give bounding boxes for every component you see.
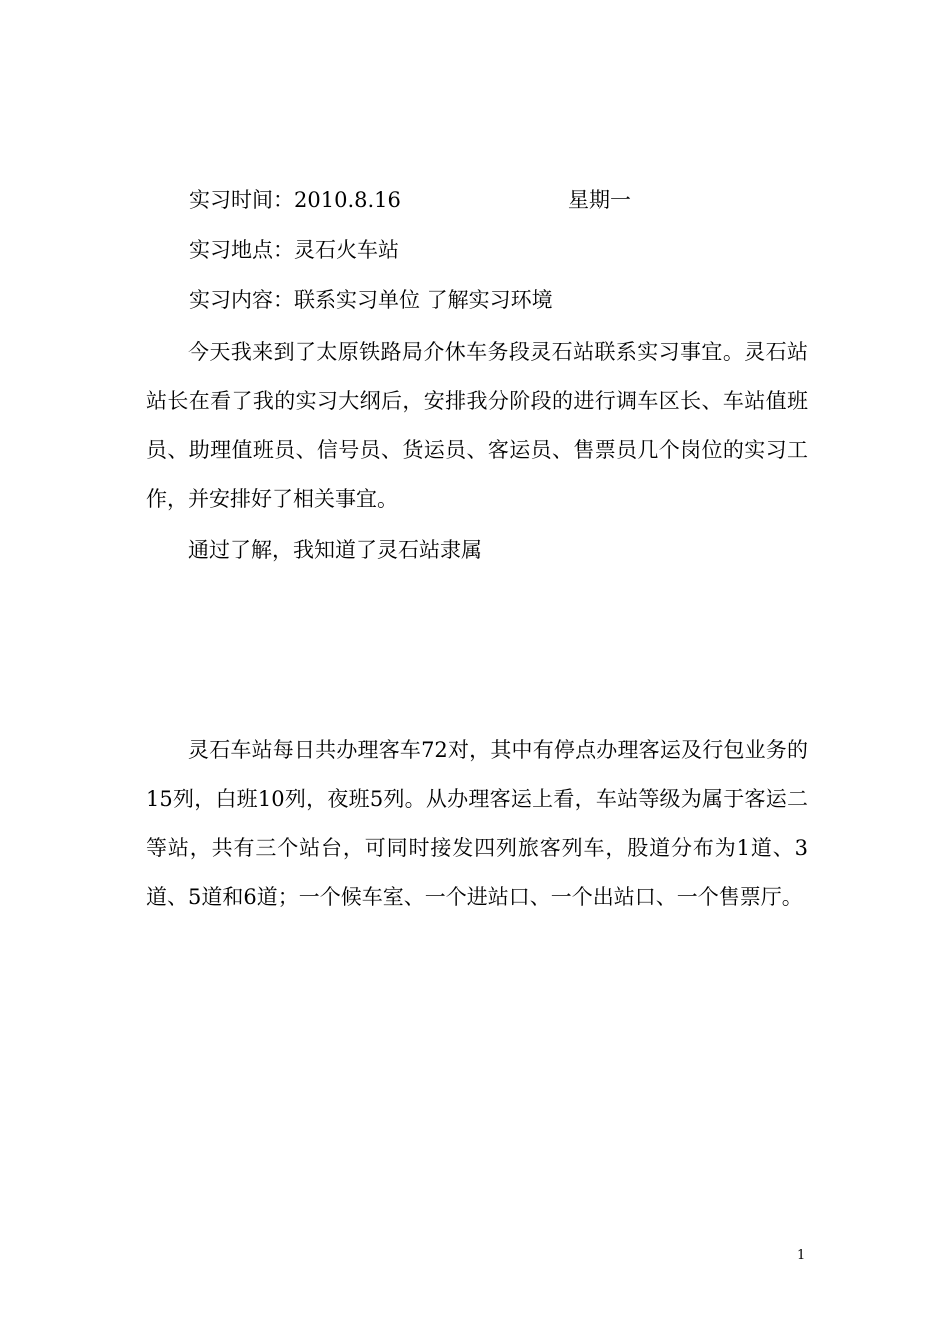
- internship-place-line: 实习地点：灵石火车站: [189, 238, 399, 262]
- paragraph-station-overview: 灵石车站每日共办理客车72对，其中有停点办理客运及行包业务的15列，白班10列，夜班5列。从办理客运上看，车站等级为属于客运二等站，共有三个站台，可同时接发四列旅客列车，股道分布为1道、3道、5道和6道；一个候车室、一个进站口、一个出站口、一个售票厅。: [146, 738, 808, 909]
- paragraph-station-affiliation: 通过了解，我知道了灵石站隶属: [188, 538, 482, 562]
- internship-time-line: 实习时间：2010.8.16: [189, 188, 401, 212]
- page-number: 1: [797, 1248, 806, 1263]
- internship-content-line: 实习内容：联系实习单位 了解实习环境: [189, 288, 553, 312]
- weekday-label: 星期一: [568, 188, 631, 212]
- paragraph-station-contact: 今天我来到了太原铁路局介休车务段灵石站联系实习事宜。灵石站站长在看了我的实习大纲后，安排我分阶段的进行调车区长、车站值班员、助理值班员、信号员、货运员、客运员、售票员几个岗位的实习工作，并安排好了相关事宜。: [146, 340, 808, 511]
